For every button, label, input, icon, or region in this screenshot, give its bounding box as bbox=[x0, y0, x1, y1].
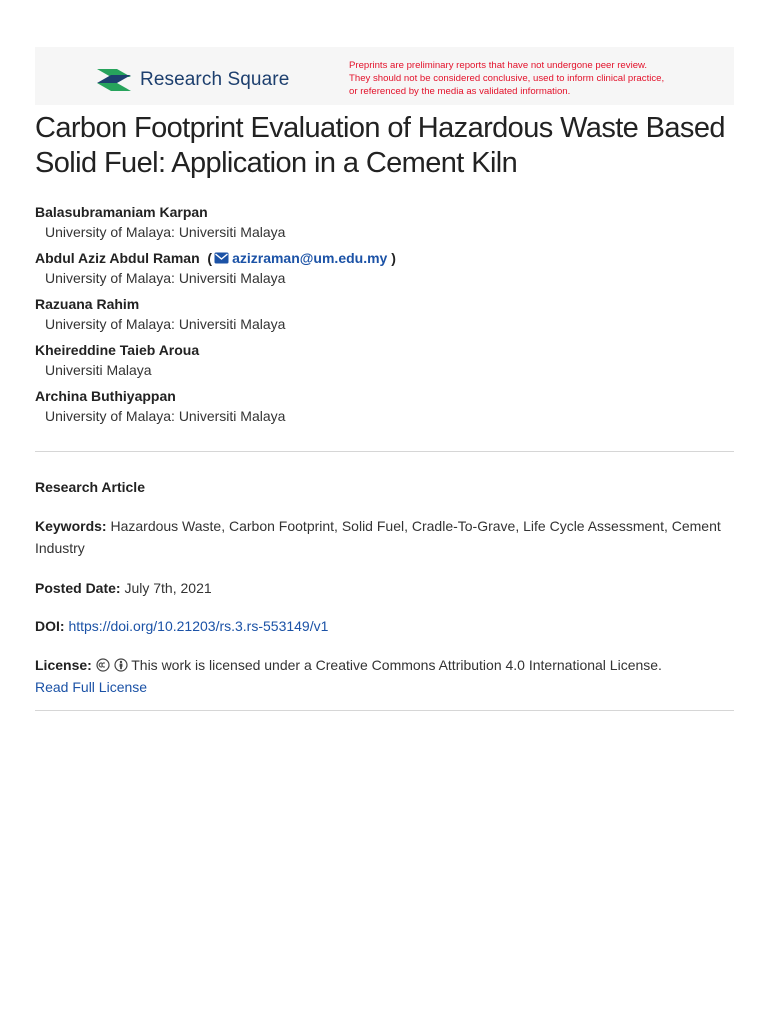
read-full-license-link[interactable]: Read Full License bbox=[35, 679, 148, 695]
author-email: ( azizraman@um.edu.my ) bbox=[207, 250, 396, 266]
author-affiliation: University of Malaya: Universiti Malaya bbox=[45, 270, 286, 286]
article-type-label: Research Article bbox=[35, 479, 145, 495]
paper-title: Carbon Footprint Evaluation of Hazardous Waste Based Solid Fuel: Application in a Cement Kiln bbox=[35, 112, 725, 179]
author-name: Abdul Aziz Abdul Raman bbox=[35, 250, 200, 266]
research-square-logo[interactable] bbox=[95, 65, 289, 95]
research-square-logo-icon bbox=[95, 65, 133, 95]
author-entry bbox=[35, 386, 735, 426]
author-email-link[interactable]: azizraman@um.edu.my bbox=[232, 250, 388, 266]
keywords-label: Keywords: bbox=[35, 518, 107, 534]
author-name: Razuana Rahim bbox=[35, 296, 140, 312]
author-entry bbox=[35, 202, 735, 242]
preprint-disclaimer bbox=[349, 60, 719, 98]
author-name-line bbox=[35, 248, 735, 268]
doi-label: DOI: bbox=[35, 618, 65, 634]
attribution-icon bbox=[114, 658, 128, 672]
brand-name: Research Square bbox=[140, 69, 290, 90]
article-type bbox=[35, 476, 725, 498]
section-divider bbox=[35, 451, 734, 452]
author-entry bbox=[35, 340, 735, 380]
posted-date-label: Posted Date: bbox=[35, 580, 121, 596]
author-affiliation: University of Malaya: Universiti Malaya bbox=[45, 316, 286, 332]
author-name: Archina Buthiyappan bbox=[35, 388, 176, 404]
author-name: Balasubramaniam Karpan bbox=[35, 204, 208, 220]
disclaimer-line: Preprints are preliminary reports that have not undergone peer review. bbox=[349, 60, 648, 71]
keywords-value: Hazardous Waste, Carbon Footprint, Solid Fuel, Cradle-To-Grave, Life Cycle Assessment, Cement Industry bbox=[35, 518, 721, 556]
section-divider bbox=[35, 710, 734, 711]
posted-date bbox=[35, 577, 725, 599]
author-affiliation: Universiti Malaya bbox=[45, 362, 152, 378]
author-affiliation: University of Malaya: Universiti Malaya bbox=[45, 408, 286, 424]
license-label: License: bbox=[35, 657, 92, 673]
doi bbox=[35, 615, 725, 637]
disclaimer-line: or referenced by the media as validated information. bbox=[349, 85, 571, 97]
license bbox=[35, 654, 725, 698]
author-entry bbox=[35, 294, 735, 334]
author-affiliation: University of Malaya: Universiti Malaya bbox=[45, 224, 286, 240]
envelope-icon bbox=[214, 252, 229, 264]
doi-link[interactable]: https://doi.org/10.21203/rs.3.rs-553149/v1 bbox=[68, 618, 329, 634]
license-text: This work is licensed under a Creative Commons Attribution 4.0 International License. bbox=[131, 657, 662, 673]
author-entry bbox=[35, 248, 735, 288]
preprint-banner bbox=[35, 47, 734, 105]
author-list bbox=[35, 202, 735, 432]
author-name: Kheireddine Taieb Aroua bbox=[35, 342, 200, 358]
posted-date-value: July 7th, 2021 bbox=[124, 580, 212, 596]
disclaimer-line: They should not be considered conclusive, used to inform clinical practice, bbox=[349, 72, 665, 84]
creative-commons-icon bbox=[96, 658, 110, 672]
keywords bbox=[35, 515, 725, 559]
